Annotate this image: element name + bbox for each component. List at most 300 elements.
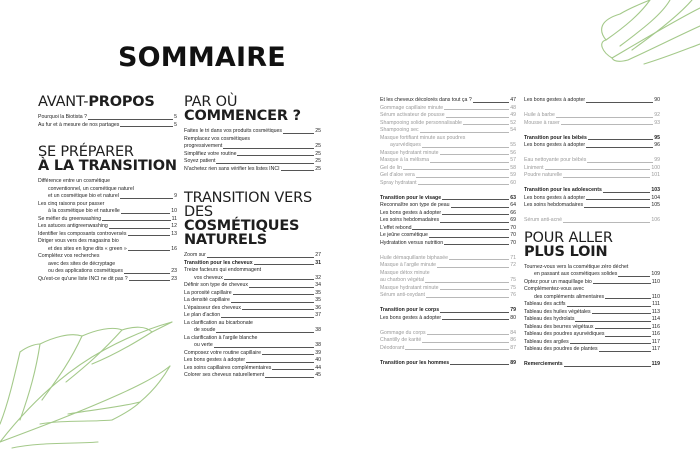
toc-entry[interactable] [184,136,321,144]
toc-leader-dots [440,289,510,290]
toc-entry-label: Définir son type de cheveux [184,282,249,288]
toc-entry[interactable] [380,135,516,143]
toc-entry[interactable] [38,223,177,231]
toc-page-number: 103 [651,187,660,193]
toc-page-number: 52 [510,119,516,126]
toc-leader-dots [603,192,651,193]
toc-entry-label: à la cosmétique bio et naturelle [48,208,120,214]
toc-entry[interactable] [380,172,516,180]
toc-entry[interactable] [184,151,321,159]
toc-entry-label: Zoom sur [184,252,206,258]
toc-leader-dots [216,163,314,164]
toc-entry-label: Tableau des argiles [524,338,569,345]
toc-entry-label: Les soins hebdomadaires [524,202,584,208]
toc-leader-dots [207,257,314,258]
toc-page-number: 25 [315,150,321,157]
section-title-se-preparer: SE PRÉPARER À LA TRANSITION [38,144,177,174]
toc-page-number: 45 [315,372,321,378]
toc-entry[interactable] [524,157,660,165]
toc-entry-label: N'achetez rien sans vérifier les listes INCI [184,165,280,172]
toc-entry-label: et un cosmétique bio et naturel [48,193,119,199]
toc-entry[interactable] [380,127,516,135]
toc-entry[interactable] [524,316,660,324]
toc-leader-dots [563,177,650,178]
toc-leader-dots [463,124,509,125]
toc-entry[interactable] [38,261,177,269]
toc-page-number: 80 [510,314,516,321]
toc-entry[interactable] [380,285,516,293]
toc-entry[interactable] [524,294,660,302]
toc-leader-dots [605,336,650,337]
toc-entry[interactable] [38,231,177,239]
toc-leader-dots [556,117,653,118]
toc-leader-dots [563,222,650,223]
toc-entry-label: Optez pour un maquillage bio [524,278,592,285]
toc-entry-label: Hydratation versus nutrition [380,239,444,246]
toc-entry-label: de soude [194,327,216,333]
toc-entry[interactable] [380,232,516,240]
toc-chapter-entry[interactable] [380,360,516,368]
toc-leader-dots [586,147,653,148]
toc-entry-label: Déodorant [380,344,405,351]
toc-entry-label: Simplifiez votre routine [184,150,237,157]
toc-entry-label: La clarification au bicarbonate [184,319,253,326]
toc-entry[interactable] [380,315,516,323]
toc-leader-dots [124,273,170,274]
toc-entry-label: Qu'est-ce qu'une liste INCI ne dit pas ? [38,275,128,282]
toc-page-number: 63 [510,194,516,201]
toc-leader-dots [473,102,510,103]
toc-leader-dots [449,259,509,260]
toc-page-number: 101 [651,172,660,178]
toc-entry[interactable] [380,202,516,210]
toc-entry-label: Huile à barbe [524,112,555,118]
toc-entry-label: Shampooing solide personnalisable [380,119,462,126]
toc-entry[interactable] [524,346,660,354]
toc-column-1 [38,95,177,283]
toc-leader-dots [418,184,510,185]
toc-leader-dots [88,119,173,120]
toc-entry-label: L'effet rebond [380,224,412,231]
toc-page-number: 72 [510,262,516,268]
toc-entry-label: Mousse à raser [524,119,560,126]
toc-leader-dots [262,354,314,355]
section-title-avant-propos: AVANT-PROPOS [38,94,155,110]
toc-leader-dots [446,117,510,118]
toc-leader-dots [129,280,171,281]
toc-entry[interactable] [380,120,516,128]
toc-page-number: 69 [510,217,516,223]
toc-entry[interactable] [184,252,321,260]
toc-entry[interactable] [380,142,516,150]
toc-entry[interactable] [524,195,660,203]
toc-entry-label: Transition pour les hommes [380,359,450,366]
toc-leader-dots [567,306,652,307]
toc-spacer [380,247,516,255]
toc-chapter-entry[interactable] [380,307,516,315]
toc-entry-label: Les bons gestes à adopter [380,209,442,216]
toc-leader-dots [221,317,314,318]
toc-leader-dots [242,309,314,310]
toc-page-number: 114 [651,316,660,322]
toc-page-number: 87 [510,344,516,351]
toc-entry-label: Chantilly de karité [380,337,422,343]
toc-leader-dots [265,377,314,378]
toc-column-3 [380,97,516,367]
toc-entry-label: Tableau des poudres de plantes [524,346,598,352]
toc-entry-label: Pourquoi la Biotista ? [38,114,88,120]
toc-chapter-entry[interactable] [524,187,660,195]
toc-leader-dots [128,250,170,251]
toc-spacer [380,187,516,195]
toc-leader-dots [440,222,509,223]
toc-entry-label: La clarification à l'argile blanche [184,334,258,341]
toc-entry-label: Huile démaquillante biphasée [380,254,449,261]
toc-entry[interactable] [524,142,660,150]
toc-entry[interactable] [38,276,177,284]
toc-entry-label: Eau nettoyante pour bébés [524,157,587,163]
toc-leader-dots [442,199,509,200]
toc-entry-label: en passant aux cosmétiques solides [534,271,618,277]
toc-page-number: 25 [315,128,321,134]
toc-leader-dots [429,237,509,238]
toc-entry-label: Gel de lin [380,164,402,171]
toc-leader-dots [422,342,509,343]
toc-leader-dots [575,321,650,322]
toc-entry[interactable] [380,180,516,188]
toc-page-number: 71 [510,254,516,261]
toc-entry[interactable] [524,301,660,309]
toc-leader-dots [618,276,650,277]
toc-entry-label: Sérum activateur de pousse [380,112,445,118]
toc-spacer [524,354,660,362]
toc-column-2 [184,95,321,380]
toc-leader-dots [587,162,653,163]
toc-entry[interactable] [380,105,516,113]
toc-entry[interactable] [38,114,177,122]
toc-entry[interactable] [524,120,660,128]
toc-leader-dots [223,148,314,149]
toc-entry[interactable] [184,128,321,136]
toc-entry-label: Reconnaître son type de peau [380,202,450,208]
toc-entry-label: Gommage du corps [380,329,426,336]
toc-leader-dots [592,313,651,314]
toc-entry[interactable] [184,342,321,350]
toc-leader-dots [440,312,509,313]
toc-entry[interactable] [380,240,516,248]
toc-leader-dots [451,207,510,208]
toc-entry-label: Se méfier du greenwashing [38,215,102,222]
toc-leader-dots [430,162,509,163]
toc-page-number: 96 [654,142,660,148]
toc-entry-label: Transition pour le corps [380,307,440,313]
toc-entry[interactable] [524,264,660,272]
toc-entry[interactable] [38,268,177,276]
toc-entry[interactable] [38,201,177,209]
toc-page-number: 31 [315,259,321,266]
toc-page-number: 27 [315,252,321,258]
toc-entry[interactable] [524,309,660,317]
toc-entry[interactable] [380,262,516,270]
toc-page-number: 44 [315,364,321,371]
toc-page-number: 111 [652,301,660,307]
toc-page-number: 48 [510,104,516,111]
toc-entry-label: au charbon végétal [380,277,425,283]
toc-entry[interactable] [380,210,516,218]
toc-page-number: 23 [171,275,177,282]
toc-page-number: 86 [510,337,516,343]
toc-page-number: 75 [510,277,516,283]
leaf-illustration-bottom-left [0,292,175,450]
toc-entry-label: Soyez patient [184,158,216,164]
toc-entry-label: Spray hydratant [380,179,417,186]
toc-entry[interactable] [524,172,660,180]
toc-entry[interactable] [184,327,321,335]
toc-entry-label: Au fur et à mesure de nos partages [38,121,120,128]
toc-page-number: 59 [510,172,516,178]
toc-entry-label: Masque hydratant minute [380,149,439,156]
toc-page-number: 93 [654,119,660,126]
toc-entry-label: Treize facteurs qui endommagent [184,267,262,273]
toc-leader-dots [595,328,651,329]
toc-leader-dots [121,213,170,214]
toc-entry[interactable] [380,255,516,263]
toc-entry[interactable] [524,286,660,294]
toc-entry[interactable] [524,97,660,105]
toc-entry-label: vos cheveux [194,274,223,281]
toc-entry[interactable] [184,372,321,380]
toc-page-number: 60 [510,179,516,186]
toc-entry[interactable] [380,217,516,225]
toc-leader-dots [444,109,509,110]
toc-page-number: 13 [171,230,177,237]
toc-page-number: 56 [510,149,516,156]
toc-entry[interactable] [184,275,321,283]
toc-leader-dots [425,282,509,283]
toc-chapter-entry[interactable] [184,260,321,268]
toc-entry[interactable] [380,337,516,345]
toc-leader-dots [120,198,173,199]
toc-page-number: 110 [651,293,660,300]
toc-entry[interactable] [38,216,177,224]
toc-entry-label: des compléments alimentaires [534,293,605,300]
toc-entry-label: Transition pour le visage [380,194,442,201]
toc-page-number: 99 [654,157,660,163]
toc-entry[interactable] [380,270,516,278]
toc-page-number: 54 [510,127,516,133]
toc-page-number: 105 [651,202,660,208]
toc-entry[interactable] [184,282,321,290]
toc-leader-dots [272,369,314,370]
toc-entry-label: Les astuces antigreenwashing [38,223,108,229]
toc-leader-dots [605,298,651,299]
toc-page-number: 25 [315,165,321,172]
toc-page-number: 90 [654,97,660,103]
toc-spacer [380,352,516,360]
toc-entry-label: Les bons gestes à adopter [524,97,586,103]
toc-entry[interactable] [184,357,321,365]
toc-entry[interactable] [38,208,177,216]
toc-entry[interactable] [184,143,321,151]
toc-entry-label: Masque à la mélisma [380,157,430,163]
toc-entry[interactable] [380,330,516,338]
toc-entry[interactable] [524,217,660,225]
toc-entry-label: ayurvédiques [390,142,421,148]
toc-page-number: 55 [510,142,516,148]
toc-spacer [524,127,660,135]
toc-entry[interactable] [184,166,321,174]
toc-entry[interactable] [524,202,660,210]
toc-page-number: 64 [510,202,516,208]
toc-entry-label: Tableau des beurres végétaux [524,323,594,330]
section-title-transition-cosmetiques: TRANSITION VERS DES COSMÉTIQUES NATURELS [184,190,312,248]
toc-entry[interactable] [524,331,660,339]
toc-entry-label: Remerciements [524,361,563,367]
toc-entry[interactable] [38,238,177,246]
toc-leader-dots [216,332,314,333]
toc-entry-label: Et les cheveux décolorés dans tout ça ? [380,97,472,103]
toc-entry-label: Masque hydratant minute [380,284,439,291]
toc-entry[interactable] [380,277,516,285]
toc-entry-label: Masque fortifiant minute aux poudres [380,134,466,141]
toc-page-number: 116 [651,331,660,337]
toc-page-number: 110 [651,278,660,285]
toc-page-number: 38 [315,327,321,333]
toc-entry-label: Complémentez-vous avec [524,286,584,292]
toc-leader-dots [442,214,509,215]
toc-entry[interactable] [380,165,516,173]
toc-entry-label: Tournez-vous vers la cosmétique zéro déchet [524,263,629,270]
toc-chapter-entry[interactable] [524,135,660,143]
toc-page-number: 79 [510,307,516,313]
toc-leader-dots [588,139,653,140]
toc-entry[interactable] [524,271,660,279]
toc-entry[interactable] [380,292,516,300]
toc-entry[interactable] [524,324,660,332]
toc-entry[interactable] [380,157,516,165]
toc-entry-label: Liniment [524,164,544,171]
toc-page-number: 117 [651,338,660,345]
toc-leader-dots [281,170,315,171]
toc-entry[interactable] [524,112,660,120]
toc-entry-label: Les bons gestes à adopter [184,357,246,363]
toc-entry[interactable] [38,246,177,254]
toc-entry-label: Colorer ses cheveux naturellement [184,372,265,378]
toc-entry[interactable] [38,253,177,261]
toc-entry[interactable] [38,193,177,201]
toc-entry-label: Masque à l'argile minute [380,262,437,268]
toc-page-number: 47 [510,97,516,103]
toc-entry[interactable] [380,97,516,105]
toc-spacer [524,180,660,188]
toc-page-number: 40 [315,357,321,363]
toc-entry-label: Tableau des poudres ayurvédiques [524,331,605,337]
toc-spacer [380,300,516,308]
toc-entry[interactable] [184,320,321,328]
toc-entry-label: Diriger vous vers des magasins bio [38,238,119,244]
toc-entry-label: Identifier les composants controversés [38,230,127,237]
section-title-par-ou-commencer: PAR OÙ COMMENCER ? [184,94,301,124]
toc-entry[interactable] [38,122,177,130]
toc-entry[interactable] [184,297,321,305]
toc-leader-dots [214,347,314,348]
toc-leader-dots [564,366,651,367]
toc-entry[interactable] [380,112,516,120]
leaf-illustration-top-right [584,0,700,66]
toc-entry[interactable] [380,150,516,158]
toc-leader-dots [109,228,170,229]
toc-leader-dots [102,220,170,221]
toc-entry-label: Remplacez vos cosmétiques [184,135,251,142]
toc-page-number: 16 [171,245,177,252]
toc-entry[interactable] [184,290,321,298]
toc-page-number: 9 [174,193,177,199]
toc-entry[interactable] [184,335,321,343]
toc-page-number: 109 [651,271,660,277]
toc-entry-label: La porosité capillaire [184,289,232,296]
toc-entry-label: progressivement [184,143,223,149]
toc-entry-label: Les bons gestes à adopter [524,142,586,148]
toc-entry-label: Les bons gestes à adopter [524,194,586,201]
toc-entry[interactable] [184,365,321,373]
toc-page-number: 11 [171,215,177,222]
toc-leader-dots [599,351,651,352]
toc-leader-dots [545,169,651,170]
toc-entry[interactable] [184,305,321,313]
toc-entry-label: ou des applications cosmétiques [48,268,123,274]
toc-entry-label: Le jeûne cosmétique [380,232,428,238]
toc-page-number: 100 [651,164,660,171]
toc-chapter-entry[interactable] [524,361,660,369]
toc-leader-dots [283,133,314,134]
toc-entry-label: Poudre naturelle [524,172,563,178]
toc-page-number: 75 [510,284,516,291]
toc-entry[interactable] [380,225,516,233]
toc-page-number: 38 [315,342,321,348]
toc-entry[interactable] [380,345,516,353]
toc-leader-dots [237,155,314,156]
toc-page-number: 25 [315,158,321,164]
toc-page-number: 76 [510,292,516,298]
toc-entry-label: Tableau des huiles végétales [524,308,591,315]
toc-entry-label: conventionnel, un cosmétique naturel [48,185,134,192]
toc-chapter-entry[interactable] [380,195,516,203]
toc-spacer [524,210,660,218]
toc-entry[interactable] [184,267,321,275]
toc-entry[interactable] [184,312,321,320]
toc-entry[interactable] [524,165,660,173]
toc-entry[interactable] [38,186,177,194]
toc-leader-dots [224,279,314,280]
toc-page-number: 106 [651,217,660,223]
toc-page-number: 23 [171,268,177,274]
toc-spacer [380,322,516,330]
toc-entry[interactable] [184,158,321,166]
toc-page-number: 32 [315,274,321,281]
toc-page-number: 119 [651,361,660,367]
toc-entry[interactable] [524,339,660,347]
toc-entry-label: Tableau des actifs [524,301,566,307]
toc-entry[interactable] [184,350,321,358]
toc-entry-label: Gommage capillaire minute [380,104,444,111]
toc-leader-dots [570,343,651,344]
toc-entry[interactable] [524,279,660,287]
toc-entry-label: Transition pour les bébés [524,134,587,141]
toc-entry[interactable] [38,178,177,186]
toc-page-number: 70 [510,239,516,246]
toc-leader-dots [450,364,509,365]
toc-leader-dots [586,199,650,200]
